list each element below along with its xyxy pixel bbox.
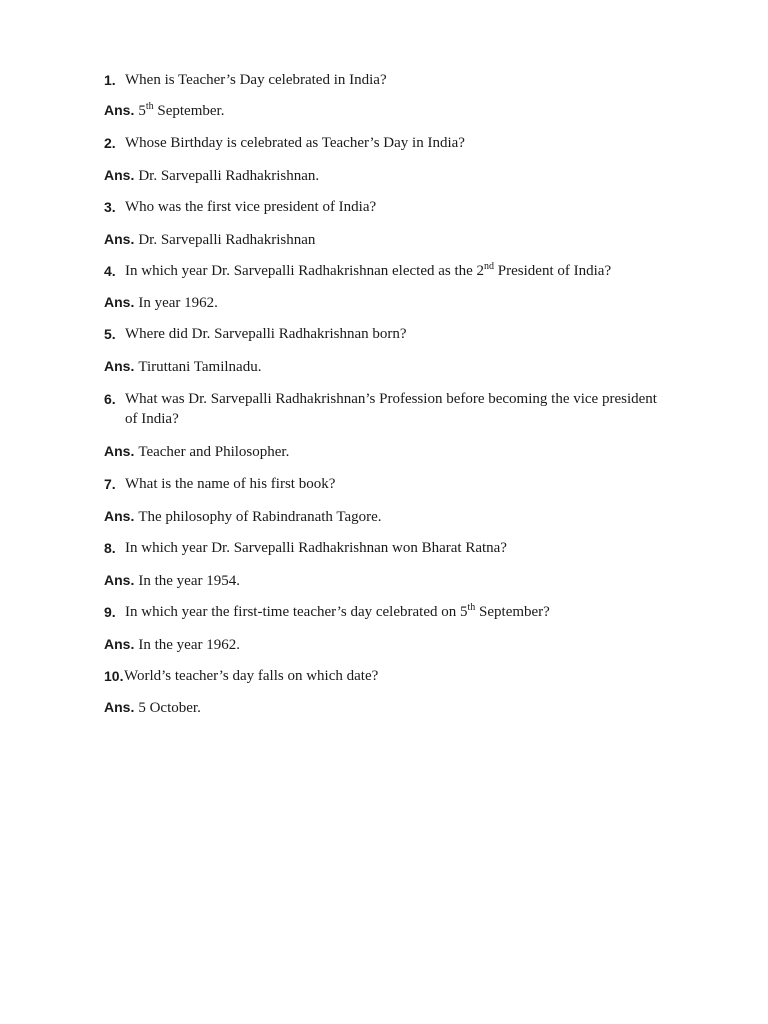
answer-line — [104, 292, 218, 313]
answer-text: In the year 1954. — [138, 573, 240, 589]
answer-line — [104, 229, 315, 250]
ordinal-suffix: nd — [484, 261, 495, 272]
answer-text: 5th September. — [138, 101, 225, 119]
question-number: 6. — [104, 391, 116, 407]
question-text: What is the name of his first book? — [125, 476, 336, 492]
answer-label: Ans. — [104, 167, 135, 183]
qa-item-1 — [104, 70, 664, 119]
question-number: 4. — [104, 263, 116, 279]
question-line — [104, 70, 664, 90]
answer-text: In the year 1962. — [138, 637, 240, 653]
answer-line — [104, 165, 319, 186]
qa-item-4 — [104, 261, 664, 311]
answer-text: Tiruttani Tamilnadu. — [138, 359, 262, 375]
question-line — [104, 133, 664, 153]
question-text: World’s teacher’s day falls on which date? — [124, 668, 379, 684]
answer-line — [104, 100, 224, 121]
answer-label: Ans. — [104, 443, 135, 459]
question-number: 2. — [104, 135, 116, 151]
ordinal-suffix: th — [467, 602, 476, 613]
answer-text: Teacher and Philosopher. — [138, 444, 290, 460]
qa-item-2 — [104, 133, 664, 184]
question-line — [104, 666, 664, 686]
answer-text: The philosophy of Rabindranath Tagore. — [138, 509, 382, 525]
question-text: In which year the first-time teacher’s day celebrated on 5th September? — [125, 602, 550, 620]
answer-line — [104, 441, 289, 462]
question-line — [104, 324, 664, 344]
answer-line — [104, 506, 382, 527]
question-number: 8. — [104, 540, 116, 556]
question-line — [104, 602, 664, 622]
question-number: 10. — [104, 668, 124, 684]
qa-item-9 — [104, 602, 664, 653]
qa-item-5 — [104, 324, 664, 375]
answer-text: In year 1962. — [138, 295, 218, 311]
answer-label: Ans. — [104, 294, 135, 310]
question-line — [104, 389, 664, 429]
question-text: In which year Dr. Sarvepalli Radhakrishnan elected as the 2nd President of India? — [125, 261, 612, 279]
answer-label: Ans. — [104, 102, 135, 118]
question-line — [104, 261, 664, 281]
answer-line — [104, 634, 240, 655]
answer-text: 5 October. — [138, 700, 201, 716]
answer-text: Dr. Sarvepalli Radhakrishnan — [138, 232, 316, 248]
question-text: Whose Birthday is celebrated as Teacher’s Day in India? — [125, 135, 465, 151]
answer-label: Ans. — [104, 636, 135, 652]
question-line — [104, 538, 664, 558]
answer-line — [104, 570, 240, 591]
answer-text: Dr. Sarvepalli Radhakrishnan. — [138, 168, 320, 184]
question-number: 3. — [104, 199, 116, 215]
answer-line — [104, 697, 201, 718]
qa-item-3 — [104, 197, 664, 248]
question-line — [104, 474, 664, 494]
qa-item-10 — [104, 666, 664, 716]
answer-label: Ans. — [104, 508, 135, 524]
qa-item-8 — [104, 538, 664, 589]
answer-line — [104, 356, 261, 377]
qa-item-7 — [104, 474, 664, 525]
question-text: In which year Dr. Sarvepalli Radhakrishnan won Bharat Ratna? — [125, 540, 507, 556]
question-text: Where did Dr. Sarvepalli Radhakrishnan born? — [125, 326, 407, 342]
question-number: 1. — [104, 72, 116, 88]
answer-label: Ans. — [104, 358, 135, 374]
answer-label: Ans. — [104, 231, 135, 247]
question-text: When is Teacher’s Day celebrated in India? — [125, 72, 387, 88]
qa-item-6 — [104, 389, 664, 460]
ordinal-suffix: th — [145, 101, 154, 112]
answer-label: Ans. — [104, 572, 135, 588]
question-text: Who was the first vice president of India? — [125, 199, 377, 215]
question-text: What was Dr. Sarvepalli Radhakrishnan’s Profession before becoming the vice president of India? — [125, 391, 657, 427]
question-number: 9. — [104, 604, 116, 620]
question-number: 5. — [104, 326, 116, 342]
answer-label: Ans. — [104, 699, 135, 715]
question-line — [104, 197, 664, 217]
question-number: 7. — [104, 476, 116, 492]
